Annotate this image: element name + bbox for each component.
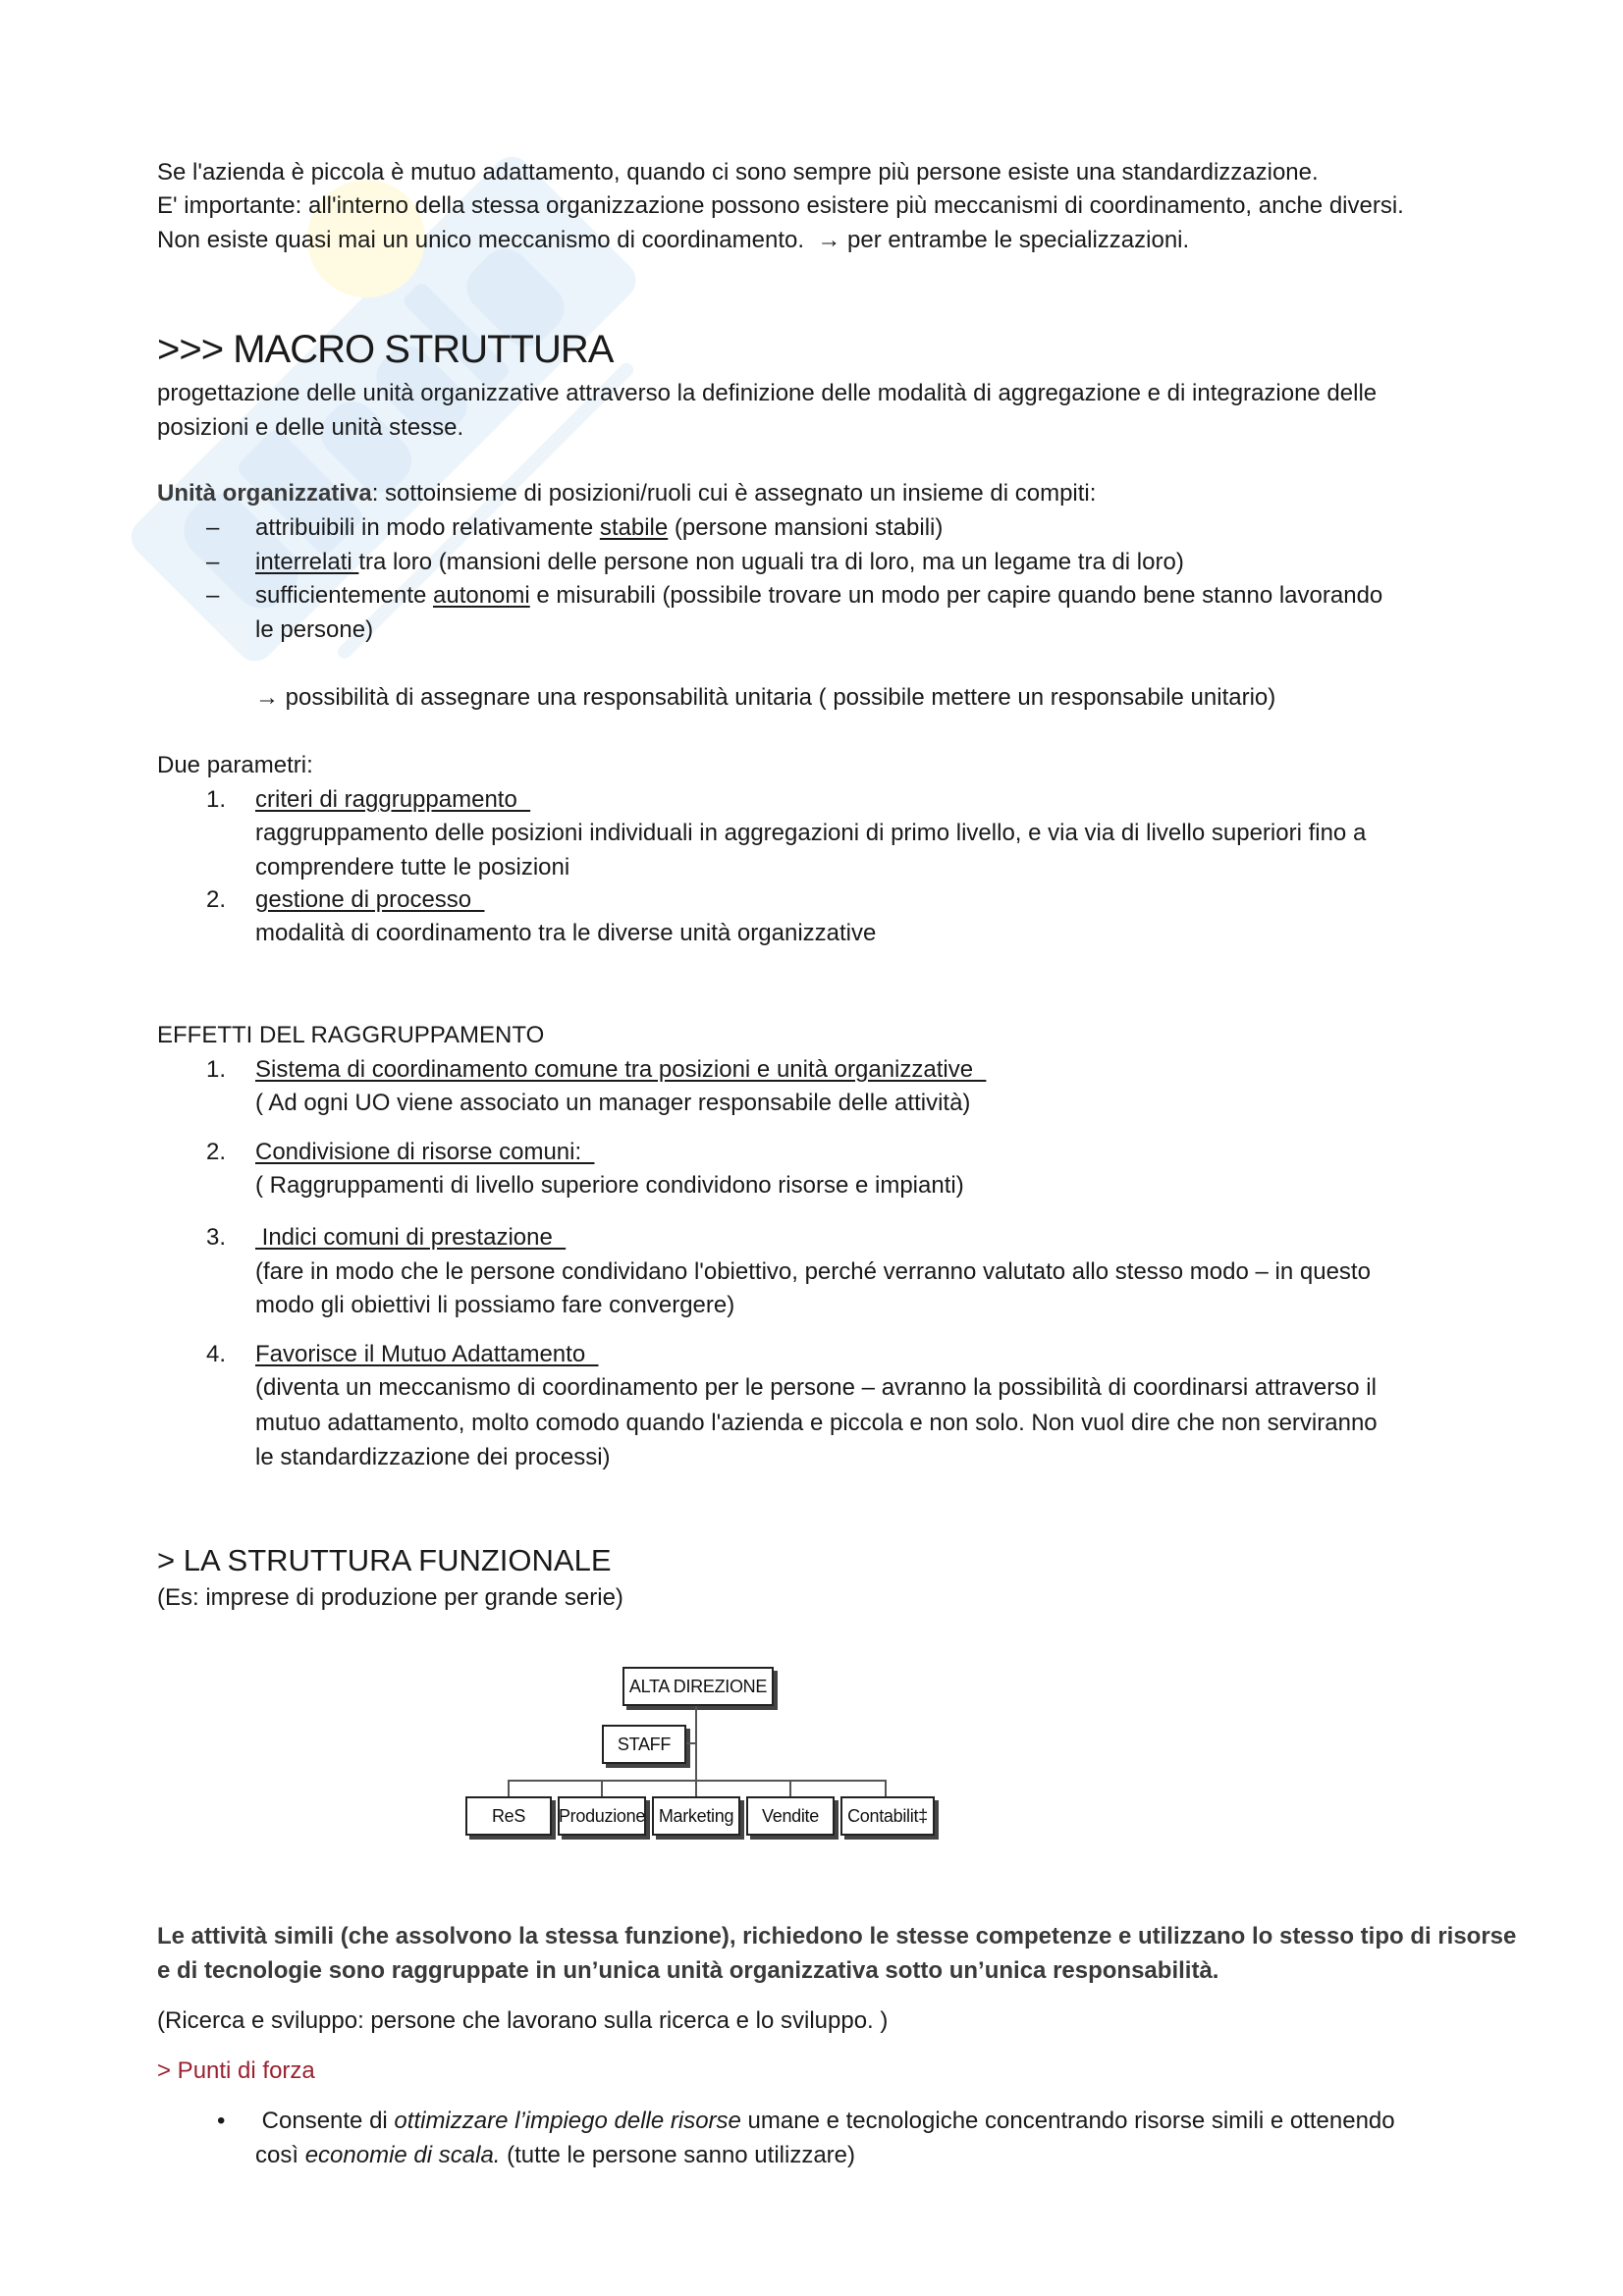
text-line [255,1373,1377,1403]
list-marker: 2. [206,1139,227,1165]
connector-line [695,1706,697,1796]
underlined-text: criteri di raggruppamento [255,786,531,813]
list-marker: – [206,549,220,575]
org-box-label: Produzione [558,1805,646,1826]
org-box-label: Marketing [658,1805,734,1826]
italic-text: economie di scala. [304,2142,501,2168]
underlined-text: Condivisione di risorse comuni: [255,1139,595,1165]
text-span: comprendere tutte le posizioni [255,854,570,881]
org-box-label: STAFF [617,1734,672,1754]
text-line [255,919,876,948]
connector-line [508,1780,510,1796]
text-span: Non esiste quasi mai un unico meccanismo di coordinamento. → per entrambe le specializzazioni. [157,227,1190,253]
list-marker: – [206,582,220,609]
connector-line [601,1780,603,1796]
text-line [206,1340,599,1369]
text-span: ( Raggruppamenti di livello superiore condividono risorse e impianti) [255,1172,964,1199]
text-line [157,413,463,443]
text-span: > Punti di forza [157,2057,315,2084]
text-line [255,1409,1378,1438]
text-span: >>> MACRO STRUTTURA [157,328,614,371]
text-line [255,683,1275,713]
bold-text: Unità organizzativa [157,480,372,507]
text-line [157,479,1096,508]
text-span: Se l'azienda è piccola è mutuo adattamento, quando ci sono sempre più persone esiste una standardizzazione. [157,159,1319,186]
underlined-text: Favorisce il Mutuo Adattamento [255,1341,599,1367]
org-box-unit [558,1796,646,1836]
underlined-text: autonomi [433,582,530,609]
org-box-unit [840,1796,935,1836]
underlined-text: interrelati [255,549,359,575]
text-line [206,548,1184,577]
bold-text: Le attività simili (che assolvono la stessa funzione), richiedono le stesse competenze e utilizzano lo stesso tipo di risorse [157,1923,1517,1949]
text-span: tra loro (mansioni delle persone non uguali tra di loro, ma un legame tra di loro) [358,549,1184,575]
text-span: (diventa un meccanismo di coordinamento per le persone – avranno la possibilità di coordinarsi attraverso il [255,1374,1377,1401]
text-span: → possibilità di assegnare una responsabilità unitaria ( possibile mettere un responsabile unitario) [255,684,1276,711]
text-line [255,2141,855,2170]
text-span: umane e tecnologiche concentrando risorse simili e ottenendo [740,2108,1395,2134]
connector-line [509,1780,887,1782]
text-line [255,819,1366,848]
org-box-unit [652,1796,740,1836]
bullet-marker: • [217,2108,226,2134]
text-line [157,2006,888,2036]
text-line [217,2107,1395,2136]
org-box-unit [465,1796,552,1836]
watermark-logo [29,39,717,785]
text-span: (Ricerca e sviluppo: persone che lavorano sulla ricerca e lo sviluppo. ) [157,2007,889,2034]
org-box-label: Vendite [762,1805,819,1826]
text-span: EFFETTI DEL RAGGRUPPAMENTO [157,1022,545,1048]
text-span: : sottoinsieme di posizioni/ruoli cui è assegnato un insieme di compiti: [371,480,1097,507]
text-span: (fare in modo che le persone condividano l'obiettivo, perché verranno valutato allo stesso modo – in questo [255,1258,1371,1285]
text-line [157,1956,1218,1986]
text-span: modo gli obiettivi li possiamo fare convergere) [255,1292,735,1318]
list-marker: 1. [206,1056,227,1083]
org-box-top [622,1667,774,1706]
subsection-heading [157,2056,315,2086]
text-span: raggruppamento delle posizioni individuali in aggregazioni di primo livello, e via via di livello superiori fino a [255,820,1367,846]
org-box-staff [602,1725,686,1764]
section-heading [157,1543,612,1578]
text-line [206,1223,567,1253]
text-line [157,379,1377,408]
text-line [206,581,1383,611]
text-span: così [255,2142,305,2168]
text-line [206,1138,595,1167]
text-line [157,158,1319,187]
text-line [255,1443,611,1472]
connector-line [686,1742,696,1744]
text-line [157,1583,623,1613]
text-span: E' importante: all'interno della stessa organizzazione possono esistere più meccanismi di coordinamento, anche diversi. [157,192,1404,219]
underlined-text: Sistema di coordinamento comune tra posizioni e unità organizzative [255,1056,987,1083]
text-span: sufficientemente [255,582,433,609]
text-span: le persone) [255,616,374,643]
underlined-text: stabile [599,514,669,541]
text-line [206,785,531,815]
list-marker: 4. [206,1341,227,1367]
text-line [255,615,373,645]
text-line [255,1171,964,1201]
text-span: modalità di coordinamento tra le diverse unità organizzative [255,920,877,946]
text-line [157,191,1404,221]
text-span: (Es: imprese di produzione per grande serie) [157,1584,623,1611]
text-span: > LA STRUTTURA [157,1543,419,1577]
list-marker: 1. [206,786,227,813]
text-span: ( Ad ogni UO viene associato un manager responsabile delle attività) [255,1090,971,1116]
text-span: mutuo adattamento, molto comodo quando l'azienda e piccola e non solo. Non vuol dire che non serviranno [255,1410,1378,1436]
text-span: Consente di [255,2108,395,2134]
connector-line [885,1780,887,1796]
text-line [157,751,313,780]
text-span: (tutte le persone sanno utilizzare) [500,2142,855,2168]
list-marker: 2. [206,886,227,913]
org-box-label: ReS [491,1805,526,1826]
text-span: e misurabili (possibile trovare un modo per capire quando bene stanno lavorando [529,582,1383,609]
text-line [255,1089,970,1118]
italic-text: ottimizzare l’impiego delle risorse [394,2108,741,2134]
text-line [206,513,944,543]
text-span: Due parametri: [157,752,313,778]
bold-text: e di tecnologie sono raggruppate in un’unica unità organizzativa sotto un’unica responsabilità. [157,1957,1219,1984]
text-span: le standardizzazione dei processi) [255,1444,611,1470]
connector-line [789,1780,791,1796]
org-box-label: Contabilit‡ [847,1805,928,1826]
text-line [157,226,1189,255]
text-line [206,1055,987,1085]
text-span: posizioni e delle unità stesse. [157,414,464,441]
list-marker: 3. [206,1224,227,1251]
list-marker: – [206,514,220,541]
text-line [255,1257,1371,1287]
text-span: progettazione delle unità organizzative attraverso la definizione delle modalità di aggregazione e di integrazione delle [157,380,1378,406]
text-span: (persone mansioni stabili) [668,514,944,541]
text-line [206,885,485,915]
org-box-label: ALTA DIREZIONE [628,1676,768,1696]
text-line [157,1021,544,1050]
section-heading [157,327,613,372]
text-line [255,1291,734,1320]
underlined-text: Indici comuni di prestazione [255,1224,567,1251]
org-box-unit [746,1796,835,1836]
text-line [157,1922,1516,1951]
text-span: attribuibili in modo relativamente [255,514,600,541]
text-span: FUNZIONALE [418,1543,612,1577]
text-line [255,853,569,882]
underlined-text: gestione di processo [255,886,485,913]
